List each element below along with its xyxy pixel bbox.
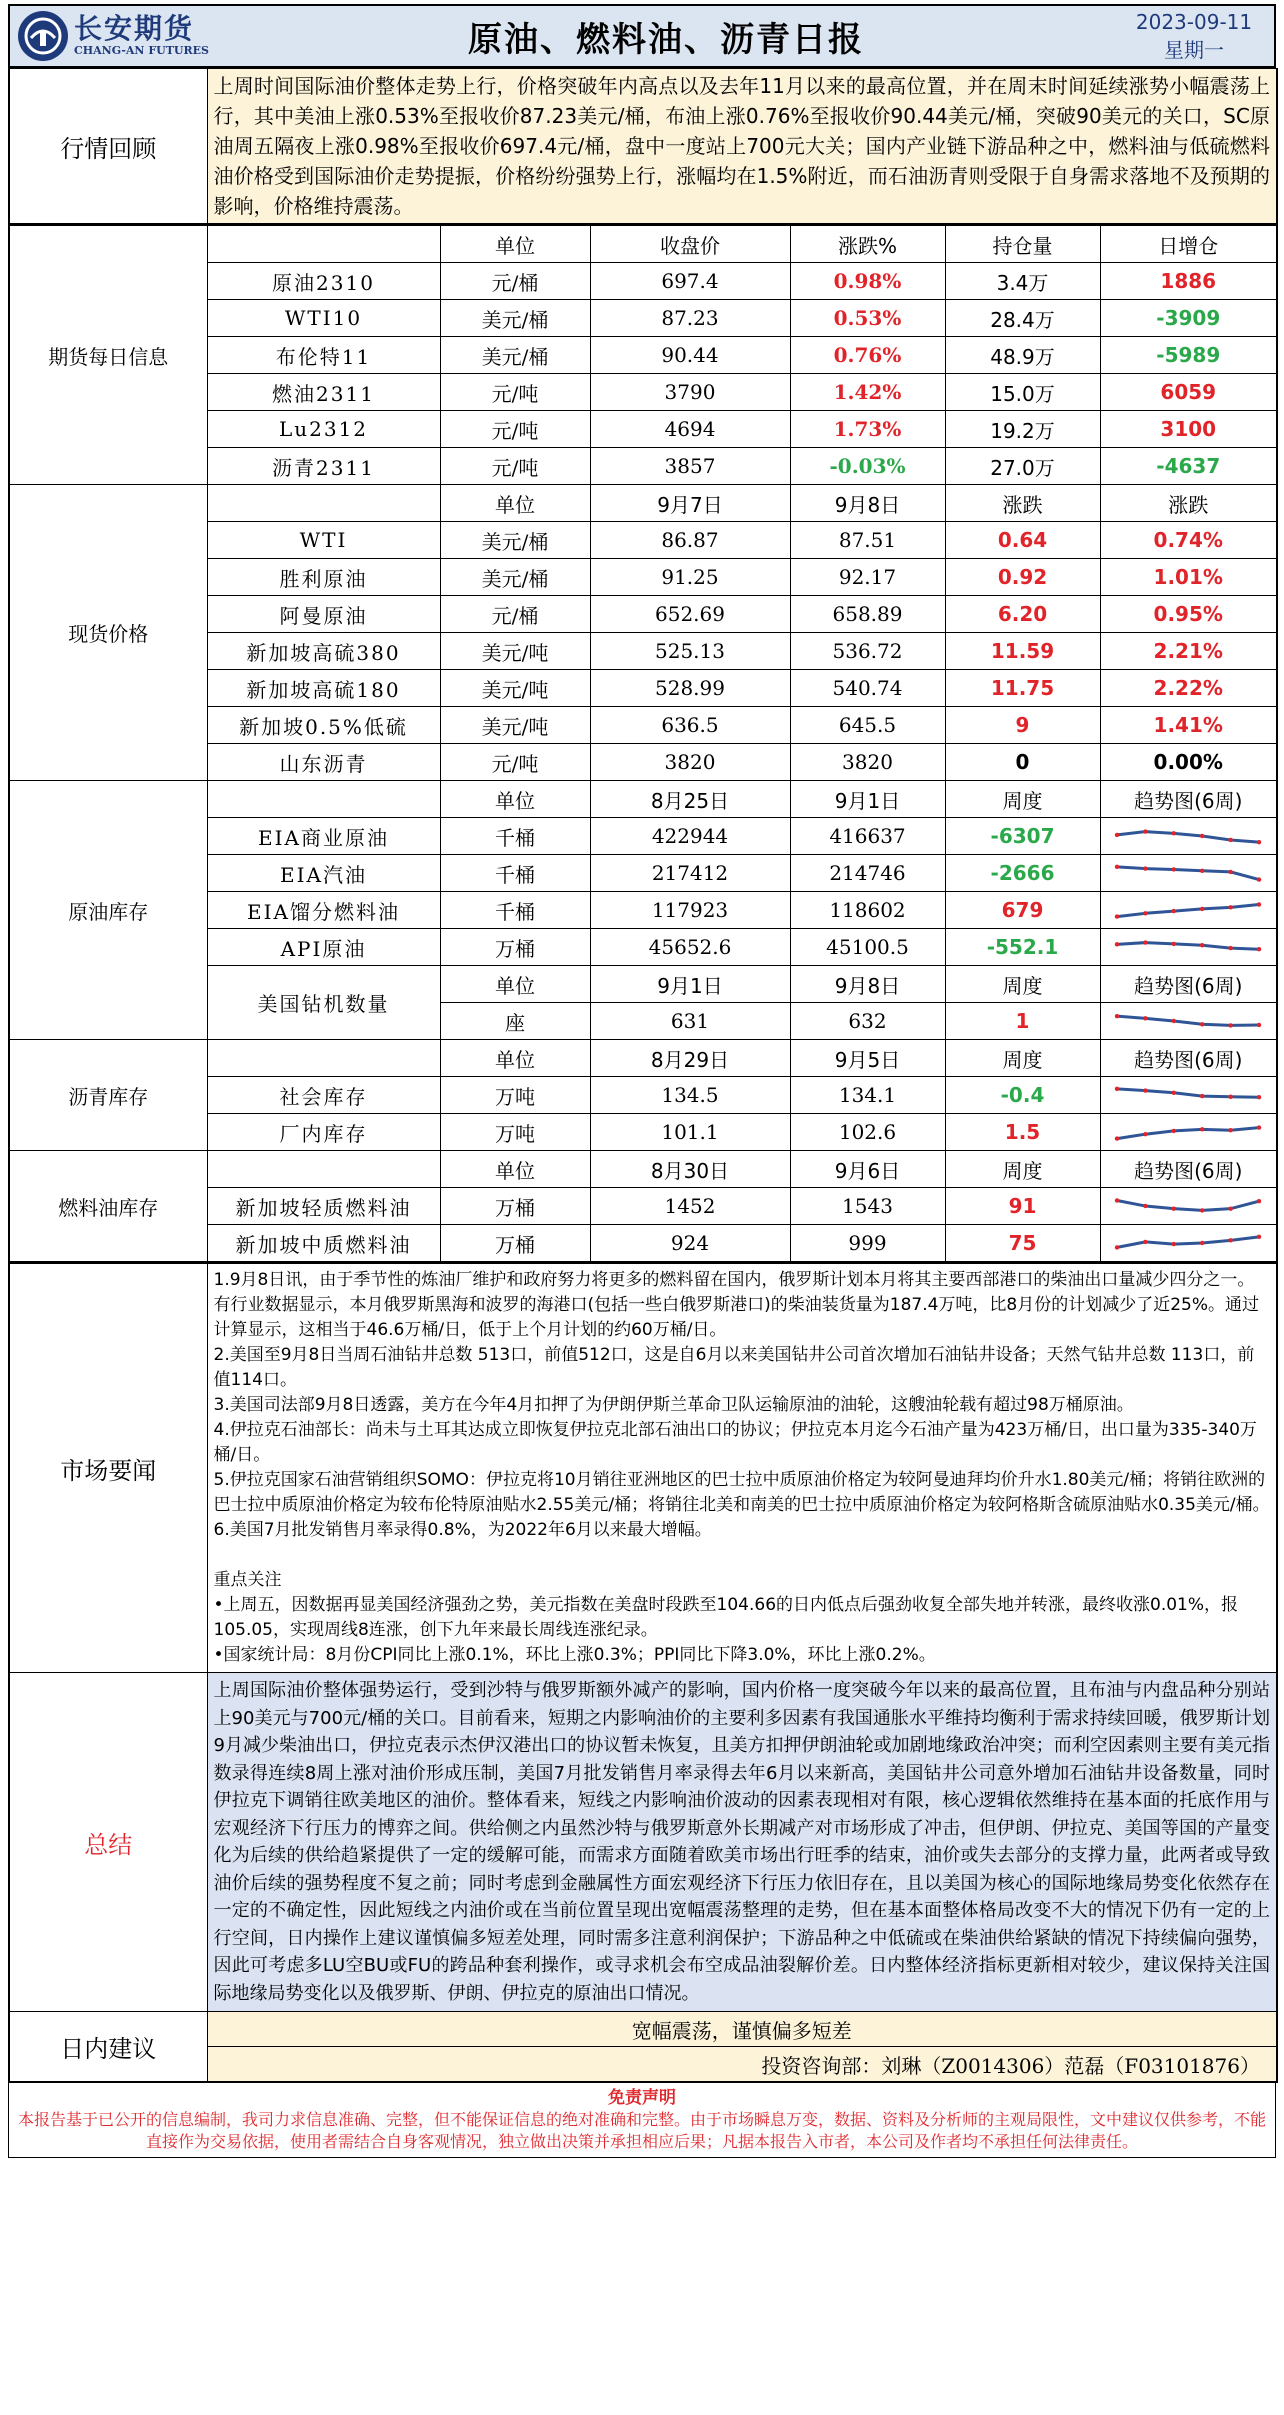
crude-inv-name: API原油 xyxy=(207,929,440,966)
disclaimer xyxy=(8,2083,1276,2158)
column-header: 8月29日 xyxy=(590,1040,790,1077)
trend-point xyxy=(1115,833,1119,837)
spot-price-day2: 645.5 xyxy=(790,707,945,744)
crude-inv-curr: 45100.5 xyxy=(790,929,945,966)
column-header: 9月5日 xyxy=(790,1040,945,1077)
report-weekday: 星期一 xyxy=(1164,38,1224,62)
futures-oi-change: -3909 xyxy=(1100,300,1277,337)
trend-point xyxy=(1143,1088,1147,1092)
crude-inv-prev: 45652.6 xyxy=(590,929,790,966)
trend-point xyxy=(1115,914,1119,918)
company-logo xyxy=(10,11,218,61)
asphalt-inv-unit: 万吨 xyxy=(440,1077,590,1114)
futures-open-interest: 28.4万 xyxy=(945,300,1100,337)
trend-point xyxy=(1143,829,1147,833)
futures-name: 燃油2311 xyxy=(207,374,440,411)
futures-open-interest: 48.9万 xyxy=(945,337,1100,374)
futures-change: 0.98% xyxy=(790,263,945,300)
trend-sparkline xyxy=(1113,895,1263,925)
trend-line xyxy=(1117,1128,1259,1139)
market-data-grid xyxy=(8,225,1278,1263)
column-header: 收盘价 xyxy=(590,226,790,263)
asphalt-inv-curr: 134.1 xyxy=(790,1077,945,1114)
crude-inv-trend xyxy=(1100,892,1277,929)
trend-point xyxy=(1172,1129,1176,1133)
trend-point xyxy=(1229,1206,1233,1210)
spot-name: 新加坡高硫180 xyxy=(207,670,440,707)
column-header: 持仓量 xyxy=(945,226,1100,263)
fuel-inv-unit: 万桶 xyxy=(440,1225,590,1263)
trend-point xyxy=(1115,1198,1119,1202)
section-label-fuel_inv: 燃料油库存 xyxy=(9,1151,207,1263)
column-header: 单位 xyxy=(440,1151,590,1188)
news-item: 4.伊拉克石油部长：尚未与土耳其达成立即恢复伊拉克北部石油出口的协议；伊拉克本月迄今石油产量为423万桶/日，出口量为335-340万桶/日。 xyxy=(213,1420,1257,1465)
data-grid-host xyxy=(8,225,1276,1263)
futures-unit: 元/吨 xyxy=(440,374,590,411)
asphalt-inv-weekly: 1.5 xyxy=(945,1114,1100,1151)
trend-point xyxy=(1257,1199,1261,1203)
text-sections-table xyxy=(8,1263,1278,2083)
trend-point xyxy=(1229,946,1233,950)
trend-point xyxy=(1257,902,1261,906)
crude-inv-curr: 214746 xyxy=(790,855,945,892)
trend-point xyxy=(1172,867,1176,871)
trend-sparkline xyxy=(1113,1117,1263,1147)
column-header: 趋势图(6周) xyxy=(1100,1040,1277,1077)
trend-point xyxy=(1229,1095,1233,1099)
spot-price-day2: 536.72 xyxy=(790,633,945,670)
spot-price-day2: 87.51 xyxy=(790,522,945,559)
header-blank xyxy=(207,781,440,818)
futures-close: 87.23 xyxy=(590,300,790,337)
logo-emblem-icon xyxy=(18,11,68,61)
trend-point xyxy=(1143,866,1147,870)
column-header: 单位 xyxy=(440,226,590,263)
section-label-spot: 现货价格 xyxy=(9,485,207,781)
futures-oi-change: 1886 xyxy=(1100,263,1277,300)
spot-unit: 美元/吨 xyxy=(440,707,590,744)
fuel-inv-trend xyxy=(1100,1188,1277,1225)
crude-inv-unit: 万桶 xyxy=(440,929,590,966)
trend-line xyxy=(1117,1201,1259,1211)
logo-name-en: CHANG-AN FUTURES xyxy=(74,44,209,57)
crude-inv-trend xyxy=(1100,818,1277,855)
crude-inv-unit: 千桶 xyxy=(440,892,590,929)
fuel-inv-unit: 万桶 xyxy=(440,1188,590,1225)
spot-change-pct: 1.01% xyxy=(1100,559,1277,596)
fuel-inv-curr: 1543 xyxy=(790,1188,945,1225)
rig-count-trend xyxy=(1100,1003,1277,1040)
crude-inv-weekly: -2666 xyxy=(945,855,1100,892)
spot-price-day1: 91.25 xyxy=(590,559,790,596)
futures-change: 1.73% xyxy=(790,411,945,448)
futures-name: Lu2312 xyxy=(207,411,440,448)
news-block xyxy=(207,1264,1277,1673)
spot-name: 山东沥青 xyxy=(207,744,440,781)
column-header: 9月6日 xyxy=(790,1151,945,1188)
section-label-crude_inv: 原油库存 xyxy=(9,781,207,1040)
spot-unit: 元/吨 xyxy=(440,744,590,781)
asphalt-inv-prev: 134.5 xyxy=(590,1077,790,1114)
trend-sparkline xyxy=(1113,821,1263,851)
column-header: 涨跌% xyxy=(790,226,945,263)
spot-change-pct: 1.41% xyxy=(1100,707,1277,744)
spot-change: 0.64 xyxy=(945,522,1100,559)
asphalt-inv-unit: 万吨 xyxy=(440,1114,590,1151)
rig-count-prev: 631 xyxy=(590,1003,790,1040)
trend-line xyxy=(1117,905,1259,917)
trend-point xyxy=(1257,1235,1261,1239)
futures-name: 布伦特11 xyxy=(207,337,440,374)
futures-open-interest: 27.0万 xyxy=(945,448,1100,485)
trend-point xyxy=(1172,909,1176,913)
futures-oi-change: -5989 xyxy=(1100,337,1277,374)
trend-point xyxy=(1143,1016,1147,1020)
fuel-inv-prev: 924 xyxy=(590,1225,790,1263)
spot-price-day1: 636.5 xyxy=(590,707,790,744)
crude-inv-weekly: -6307 xyxy=(945,818,1100,855)
crude-inv-prev: 217412 xyxy=(590,855,790,892)
fuel-inv-curr: 999 xyxy=(790,1225,945,1263)
spot-change-pct: 2.21% xyxy=(1100,633,1277,670)
fuel-inv-name: 新加坡轻质燃料油 xyxy=(207,1188,440,1225)
spot-unit: 美元/桶 xyxy=(440,522,590,559)
spot-unit: 元/桶 xyxy=(440,596,590,633)
fuel-inv-trend xyxy=(1100,1225,1277,1263)
trend-point xyxy=(1229,1238,1233,1242)
trend-point xyxy=(1115,1087,1119,1091)
spot-name: WTI xyxy=(207,522,440,559)
spot-price-day2: 540.74 xyxy=(790,670,945,707)
crude-inv-weekly: 679 xyxy=(945,892,1100,929)
spot-unit: 美元/吨 xyxy=(440,670,590,707)
asphalt-inv-curr: 102.6 xyxy=(790,1114,945,1151)
spot-unit: 美元/桶 xyxy=(440,559,590,596)
report-table xyxy=(8,68,1278,225)
futures-oi-change: -4637 xyxy=(1100,448,1277,485)
trend-sparkline xyxy=(1113,1191,1263,1221)
spot-price-day1: 652.69 xyxy=(590,596,790,633)
trend-point xyxy=(1200,907,1204,911)
rig-count-name: 美国钻机数量 xyxy=(207,966,440,1040)
fuel-inv-weekly: 91 xyxy=(945,1188,1100,1225)
trend-line xyxy=(1117,867,1259,880)
futures-change: -0.03% xyxy=(790,448,945,485)
column-header: 单位 xyxy=(440,781,590,818)
trend-point xyxy=(1172,942,1176,946)
section-label-summary: 总结 xyxy=(9,1673,207,2012)
news-item: 1.9月8日讯，由于季节性的炼油厂维护和政府努力将更多的燃料留在国内，俄罗斯计划本月将其主要西部港口的柴油出口量减少四分之一。有行业数据显示，本月俄罗斯黑海和波罗的海港口(包括一些白俄罗斯港口)的柴油装货量为187.4万吨，比8月份的计划减少了近25%。通过计算显示，这相当于46.6万桶/日，低于上个月计划的约60万桶/日。 xyxy=(213,1270,1260,1340)
column-header: 8月30日 xyxy=(590,1151,790,1188)
section-label-asphalt_inv: 沥青库存 xyxy=(9,1040,207,1151)
trend-line xyxy=(1117,832,1259,843)
crude-inv-name: EIA馏分燃料油 xyxy=(207,892,440,929)
futures-open-interest: 15.0万 xyxy=(945,374,1100,411)
spot-change: 11.59 xyxy=(945,633,1100,670)
trend-point xyxy=(1172,1206,1176,1210)
disclaimer-text: 本报告基于已公开的信息编制，我司力求信息准确、完整，但不能保证信息的绝对准确和完整。由于市场瞬息万变，数据、资料及分析师的主观局限性，文中建议仅供参考，不能直接作为交易依据，使用者需结合自身客观情况，独立做出决策并承担相应后果；凡据本报告入市者，本公司及作者均不承担任何法律责任。 xyxy=(17,2110,1266,2151)
column-header: 周度 xyxy=(945,781,1100,818)
asphalt-inv-trend xyxy=(1100,1114,1277,1151)
trend-point xyxy=(1143,940,1147,944)
news-list xyxy=(214,1268,1271,1543)
futures-name: 原油2310 xyxy=(207,263,440,300)
news-item: 5.伊拉克国家石油营销组织SOMO：伊拉克将10月销往亚洲地区的巴士拉中质原油价格定为较阿曼迪拜均价升水1.80美元/桶；将销往欧洲的巴士拉中质原油价格定为较布伦特原油贴水2.55美元/桶；将销往北美和南美的巴士拉中质原油价格定为较阿格斯含硫原油贴水0.35美元/桶。 xyxy=(213,1470,1270,1515)
futures-close: 90.44 xyxy=(590,337,790,374)
spot-price-day1: 86.87 xyxy=(590,522,790,559)
futures-close: 3857 xyxy=(590,448,790,485)
futures-unit: 美元/桶 xyxy=(440,300,590,337)
trend-point xyxy=(1143,1132,1147,1136)
futures-change: 1.42% xyxy=(790,374,945,411)
rig-count-unit: 座 xyxy=(440,1003,590,1040)
trend-sparkline xyxy=(1113,932,1263,962)
trend-sparkline xyxy=(1113,1006,1263,1036)
column-header: 趋势图(6周) xyxy=(1100,1151,1277,1188)
crude-inv-name: EIA商业原油 xyxy=(207,818,440,855)
trend-point xyxy=(1229,838,1233,842)
crude-inv-name: EIA汽油 xyxy=(207,855,440,892)
column-header: 单位 xyxy=(440,485,590,522)
trend-line xyxy=(1117,1016,1259,1025)
news-item: 6.美国7月批发销售月率录得0.8%，为2022年6月以来最大增幅。 xyxy=(213,1520,712,1540)
spot-change-pct: 0.00% xyxy=(1100,744,1277,781)
spot-change: 0 xyxy=(945,744,1100,781)
trend-point xyxy=(1257,877,1261,881)
trend-point xyxy=(1172,1242,1176,1246)
contact-text: 投资咨询部：刘琳（Z0014306）范磊（F03101876） xyxy=(207,2047,1277,2083)
spot-price-day2: 658.89 xyxy=(790,596,945,633)
column-header: 周度 xyxy=(945,1040,1100,1077)
report-date-block xyxy=(1114,8,1274,64)
futures-name: WTI10 xyxy=(207,300,440,337)
trend-point xyxy=(1200,943,1204,947)
futures-name: 沥青2311 xyxy=(207,448,440,485)
futures-open-interest: 19.2万 xyxy=(945,411,1100,448)
asphalt-inv-name: 社会库存 xyxy=(207,1077,440,1114)
asphalt-inv-weekly: -0.4 xyxy=(945,1077,1100,1114)
trend-point xyxy=(1143,1240,1147,1244)
spot-change-pct: 0.95% xyxy=(1100,596,1277,633)
trend-point xyxy=(1257,1125,1261,1129)
spot-change-pct: 2.22% xyxy=(1100,670,1277,707)
trend-point xyxy=(1229,870,1233,874)
column-header: 涨跌 xyxy=(945,485,1100,522)
trend-point xyxy=(1229,1023,1233,1027)
spot-change: 9 xyxy=(945,707,1100,744)
trend-sparkline xyxy=(1113,858,1263,888)
report-title: 原油、燃料油、沥青日报 xyxy=(468,19,864,60)
fuel-inv-weekly: 75 xyxy=(945,1225,1100,1263)
futures-unit: 元/桶 xyxy=(440,263,590,300)
trend-point xyxy=(1143,911,1147,915)
logo-name-cn: 长安期货 xyxy=(74,12,195,45)
spot-price-day2: 92.17 xyxy=(790,559,945,596)
column-header: 单位 xyxy=(440,1040,590,1077)
section-label-advice: 日内建议 xyxy=(9,2012,207,2083)
spot-name: 阿曼原油 xyxy=(207,596,440,633)
column-header: 涨跌 xyxy=(1100,485,1277,522)
futures-close: 4694 xyxy=(590,411,790,448)
trend-point xyxy=(1115,942,1119,946)
trend-point xyxy=(1200,1022,1204,1026)
focus-item: •上周五，因数据再显美国经济强劲之势，美元指数在美盘时段跌至104.66的日内低点后强劲收复全部失地并转涨，最终收涨0.01%，报105.05，实现周线8连涨，创下九年来最长周线连涨纪录。 xyxy=(213,1595,1239,1640)
column-header: 9月1日 xyxy=(590,966,790,1003)
asphalt-inv-name: 厂内库存 xyxy=(207,1114,440,1151)
spot-name: 胜利原油 xyxy=(207,559,440,596)
asphalt-inv-prev: 101.1 xyxy=(590,1114,790,1151)
section-label-futures: 期货每日信息 xyxy=(9,226,207,485)
fuel-inv-prev: 1452 xyxy=(590,1188,790,1225)
spot-price-day2: 3820 xyxy=(790,744,945,781)
crude-inv-trend xyxy=(1100,855,1277,892)
asphalt-inv-trend xyxy=(1100,1077,1277,1114)
review-text: 上周时间国际油价整体走势上行，价格突破年内高点以及去年11月以来的最高位置，并在周末时间延续涨势小幅震荡上行，其中美油上涨0.53%至报收价87.23美元/桶，布油上涨0.76%至报收价90.44美元/桶，突破90美元的关口，SC原油周五隔夜上涨0.98%至报收价697.4元/桶，盘中一度站上700元大关；国内产业链下游品种之中，燃料油与低硫燃料油价格受到国际油价走势提振，价格纷纷强势上行，涨幅均在1.5%附近，而石油沥青则受限于自身需求落地不及预期的影响，价格维持震荡。 xyxy=(207,69,1277,225)
report-header xyxy=(8,4,1276,68)
crude-inv-weekly: -552.1 xyxy=(945,929,1100,966)
trend-point xyxy=(1172,1019,1176,1023)
column-header: 周度 xyxy=(945,966,1100,1003)
trend-point xyxy=(1200,834,1204,838)
futures-open-interest: 3.4万 xyxy=(945,263,1100,300)
trend-point xyxy=(1200,1094,1204,1098)
report-date: 2023-09-11 xyxy=(1135,10,1253,34)
rig-count-curr: 632 xyxy=(790,1003,945,1040)
futures-oi-change: 3100 xyxy=(1100,411,1277,448)
trend-sparkline xyxy=(1113,1080,1263,1110)
spot-change: 11.75 xyxy=(945,670,1100,707)
spot-price-day1: 525.13 xyxy=(590,633,790,670)
spot-name: 新加坡高硫380 xyxy=(207,633,440,670)
header-blank xyxy=(207,1040,440,1077)
spot-change: 6.20 xyxy=(945,596,1100,633)
trend-point xyxy=(1200,1241,1204,1245)
trend-point xyxy=(1143,1204,1147,1208)
trend-point xyxy=(1115,865,1119,869)
crude-inv-unit: 千桶 xyxy=(440,855,590,892)
column-header: 9月8日 xyxy=(790,966,945,1003)
spot-name: 新加坡0.5%低硫 xyxy=(207,707,440,744)
focus-title: 重点关注 xyxy=(213,1570,282,1590)
news-item: 2.美国至9月8日当周石油钻井总数 513口，前值512口，这是自6月以来美国钻井公司首次增加石油钻井设备；天然气钻井总数 113口，前值114口。 xyxy=(213,1345,1255,1390)
header-blank xyxy=(207,485,440,522)
column-header: 9月1日 xyxy=(790,781,945,818)
disclaimer-title: 免责声明 xyxy=(608,2088,676,2108)
news-item: 3.美国司法部9月8日透露，美方在今年4月扣押了为伊朗伊斯兰革命卫队运输原油的油轮，这艘油轮载有超过98万桶原油。 xyxy=(213,1395,1134,1415)
spot-change: 0.92 xyxy=(945,559,1100,596)
spot-unit: 美元/吨 xyxy=(440,633,590,670)
column-header: 日增仓 xyxy=(1100,226,1277,263)
column-header: 9月8日 xyxy=(790,485,945,522)
column-header: 9月7日 xyxy=(590,485,790,522)
trend-line xyxy=(1117,1089,1259,1097)
column-header: 8月25日 xyxy=(590,781,790,818)
rig-count-weekly: 1 xyxy=(945,1003,1100,1040)
focus-list xyxy=(214,1593,1271,1668)
spot-price-day1: 3820 xyxy=(590,744,790,781)
crude-inv-curr: 416637 xyxy=(790,818,945,855)
spot-change-pct: 0.74% xyxy=(1100,522,1277,559)
trend-point xyxy=(1115,1136,1119,1140)
trend-point xyxy=(1115,1245,1119,1249)
column-header: 周度 xyxy=(945,1151,1100,1188)
section-label-review: 行情回顾 xyxy=(9,69,207,225)
crude-inv-unit: 千桶 xyxy=(440,818,590,855)
trend-point xyxy=(1229,905,1233,909)
futures-change: 0.76% xyxy=(790,337,945,374)
report-page xyxy=(8,4,1276,2158)
crude-inv-prev: 422944 xyxy=(590,818,790,855)
trend-point xyxy=(1257,1023,1261,1027)
focus-item: •国家统计局：8月份CPI同比上涨0.1%，环比上涨0.3%；PPI同比下降3.0%，环比上涨0.2%。 xyxy=(213,1645,936,1665)
summary-text: 上周国际油价整体强势运行，受到沙特与俄罗斯额外减产的影响，国内价格一度突破今年以来的最高位置，且布油与内盘品种分别站上90美元与700元/桶的关口。目前看来，短期之内影响油价的主要利多因素有我国通胀水平维持均衡利于需求持续回暖，俄罗斯计划9月减少柴油出口，伊拉克表示杰伊汉港出口的协议暂未恢复，且美方扣押伊朗油轮或加剧地缘政治冲突；而利空因素则主要有美元指数录得连续8周上涨对油价形成压制，美国7月批发销售月率录得去年6月以来新高，美国钻井公司意外增加石油钻井设备数量，同时伊拉克下调销往欧美地区的油价。整体看来，短线之内影响油价波动的因素表现相对有限，核心逻辑依然维持在基本面的托底作用与宏观经济下行压力的博弈之间。供给侧之内虽然沙特与俄罗斯意外长期减产对市场形成了冲击，但伊朗、伊拉克、美国等国的产量变化为后续的供给趋紧提供了一定的缓解可能，而需求方面随着欧美市场出行旺季的结束，油价或失去部分的支撑力量，此两者或导致油价后续的强势程度不复之前；同时考虑到金融属性方面宏观经济下行压力依旧存在，且以美国为核心的国际地缘局势变化依然存在一定的不确定性，因此短线之内油价或在当前位置呈现出宽幅震荡整理的走势，但在基本面整体格局改变不大的情况下仍有一定的上行空间，日内操作上建议谨慎偏多短差处理，同时需多注意利润保护；下游品种之中低硫或在柴油供给紧缺的情况下持续偏向强势，因此可考虑多LU空BU或FU的跨品种套利操作，或寻求机会布空成品油裂解价差。日内整体经济指标更新相对较少，建议保持关注国际地缘局势变化以及俄罗斯、伊朗、伊拉克的原油出口情况。 xyxy=(207,1673,1277,2012)
trend-sparkline xyxy=(1113,1228,1263,1258)
trend-point xyxy=(1229,1128,1233,1132)
futures-close: 3790 xyxy=(590,374,790,411)
trend-point xyxy=(1172,1091,1176,1095)
futures-unit: 元/吨 xyxy=(440,411,590,448)
spot-price-day1: 528.99 xyxy=(590,670,790,707)
trend-point xyxy=(1172,831,1176,835)
trend-line xyxy=(1117,1237,1259,1248)
trend-point xyxy=(1200,1127,1204,1131)
trend-point xyxy=(1257,947,1261,951)
section-label-news: 市场要闻 xyxy=(9,1264,207,1673)
column-header: 趋势图(6周) xyxy=(1100,781,1277,818)
trend-point xyxy=(1200,1208,1204,1212)
crude-inv-prev: 117923 xyxy=(590,892,790,929)
crude-inv-curr: 118602 xyxy=(790,892,945,929)
header-blank xyxy=(207,1151,440,1188)
trend-point xyxy=(1200,869,1204,873)
trend-point xyxy=(1115,1014,1119,1018)
trend-line xyxy=(1117,943,1259,950)
trend-point xyxy=(1257,1095,1261,1099)
futures-change: 0.53% xyxy=(790,300,945,337)
futures-unit: 美元/桶 xyxy=(440,337,590,374)
futures-oi-change: 6059 xyxy=(1100,374,1277,411)
advice-text: 宽幅震荡，谨慎偏多短差 xyxy=(207,2012,1277,2047)
column-header: 趋势图(6周) xyxy=(1100,966,1277,1003)
futures-unit: 元/吨 xyxy=(440,448,590,485)
column-header: 单位 xyxy=(440,966,590,1003)
trend-point xyxy=(1257,840,1261,844)
crude-inv-trend xyxy=(1100,929,1277,966)
fuel-inv-name: 新加坡中质燃料油 xyxy=(207,1225,440,1263)
futures-close: 697.4 xyxy=(590,263,790,300)
header-blank xyxy=(207,226,440,263)
